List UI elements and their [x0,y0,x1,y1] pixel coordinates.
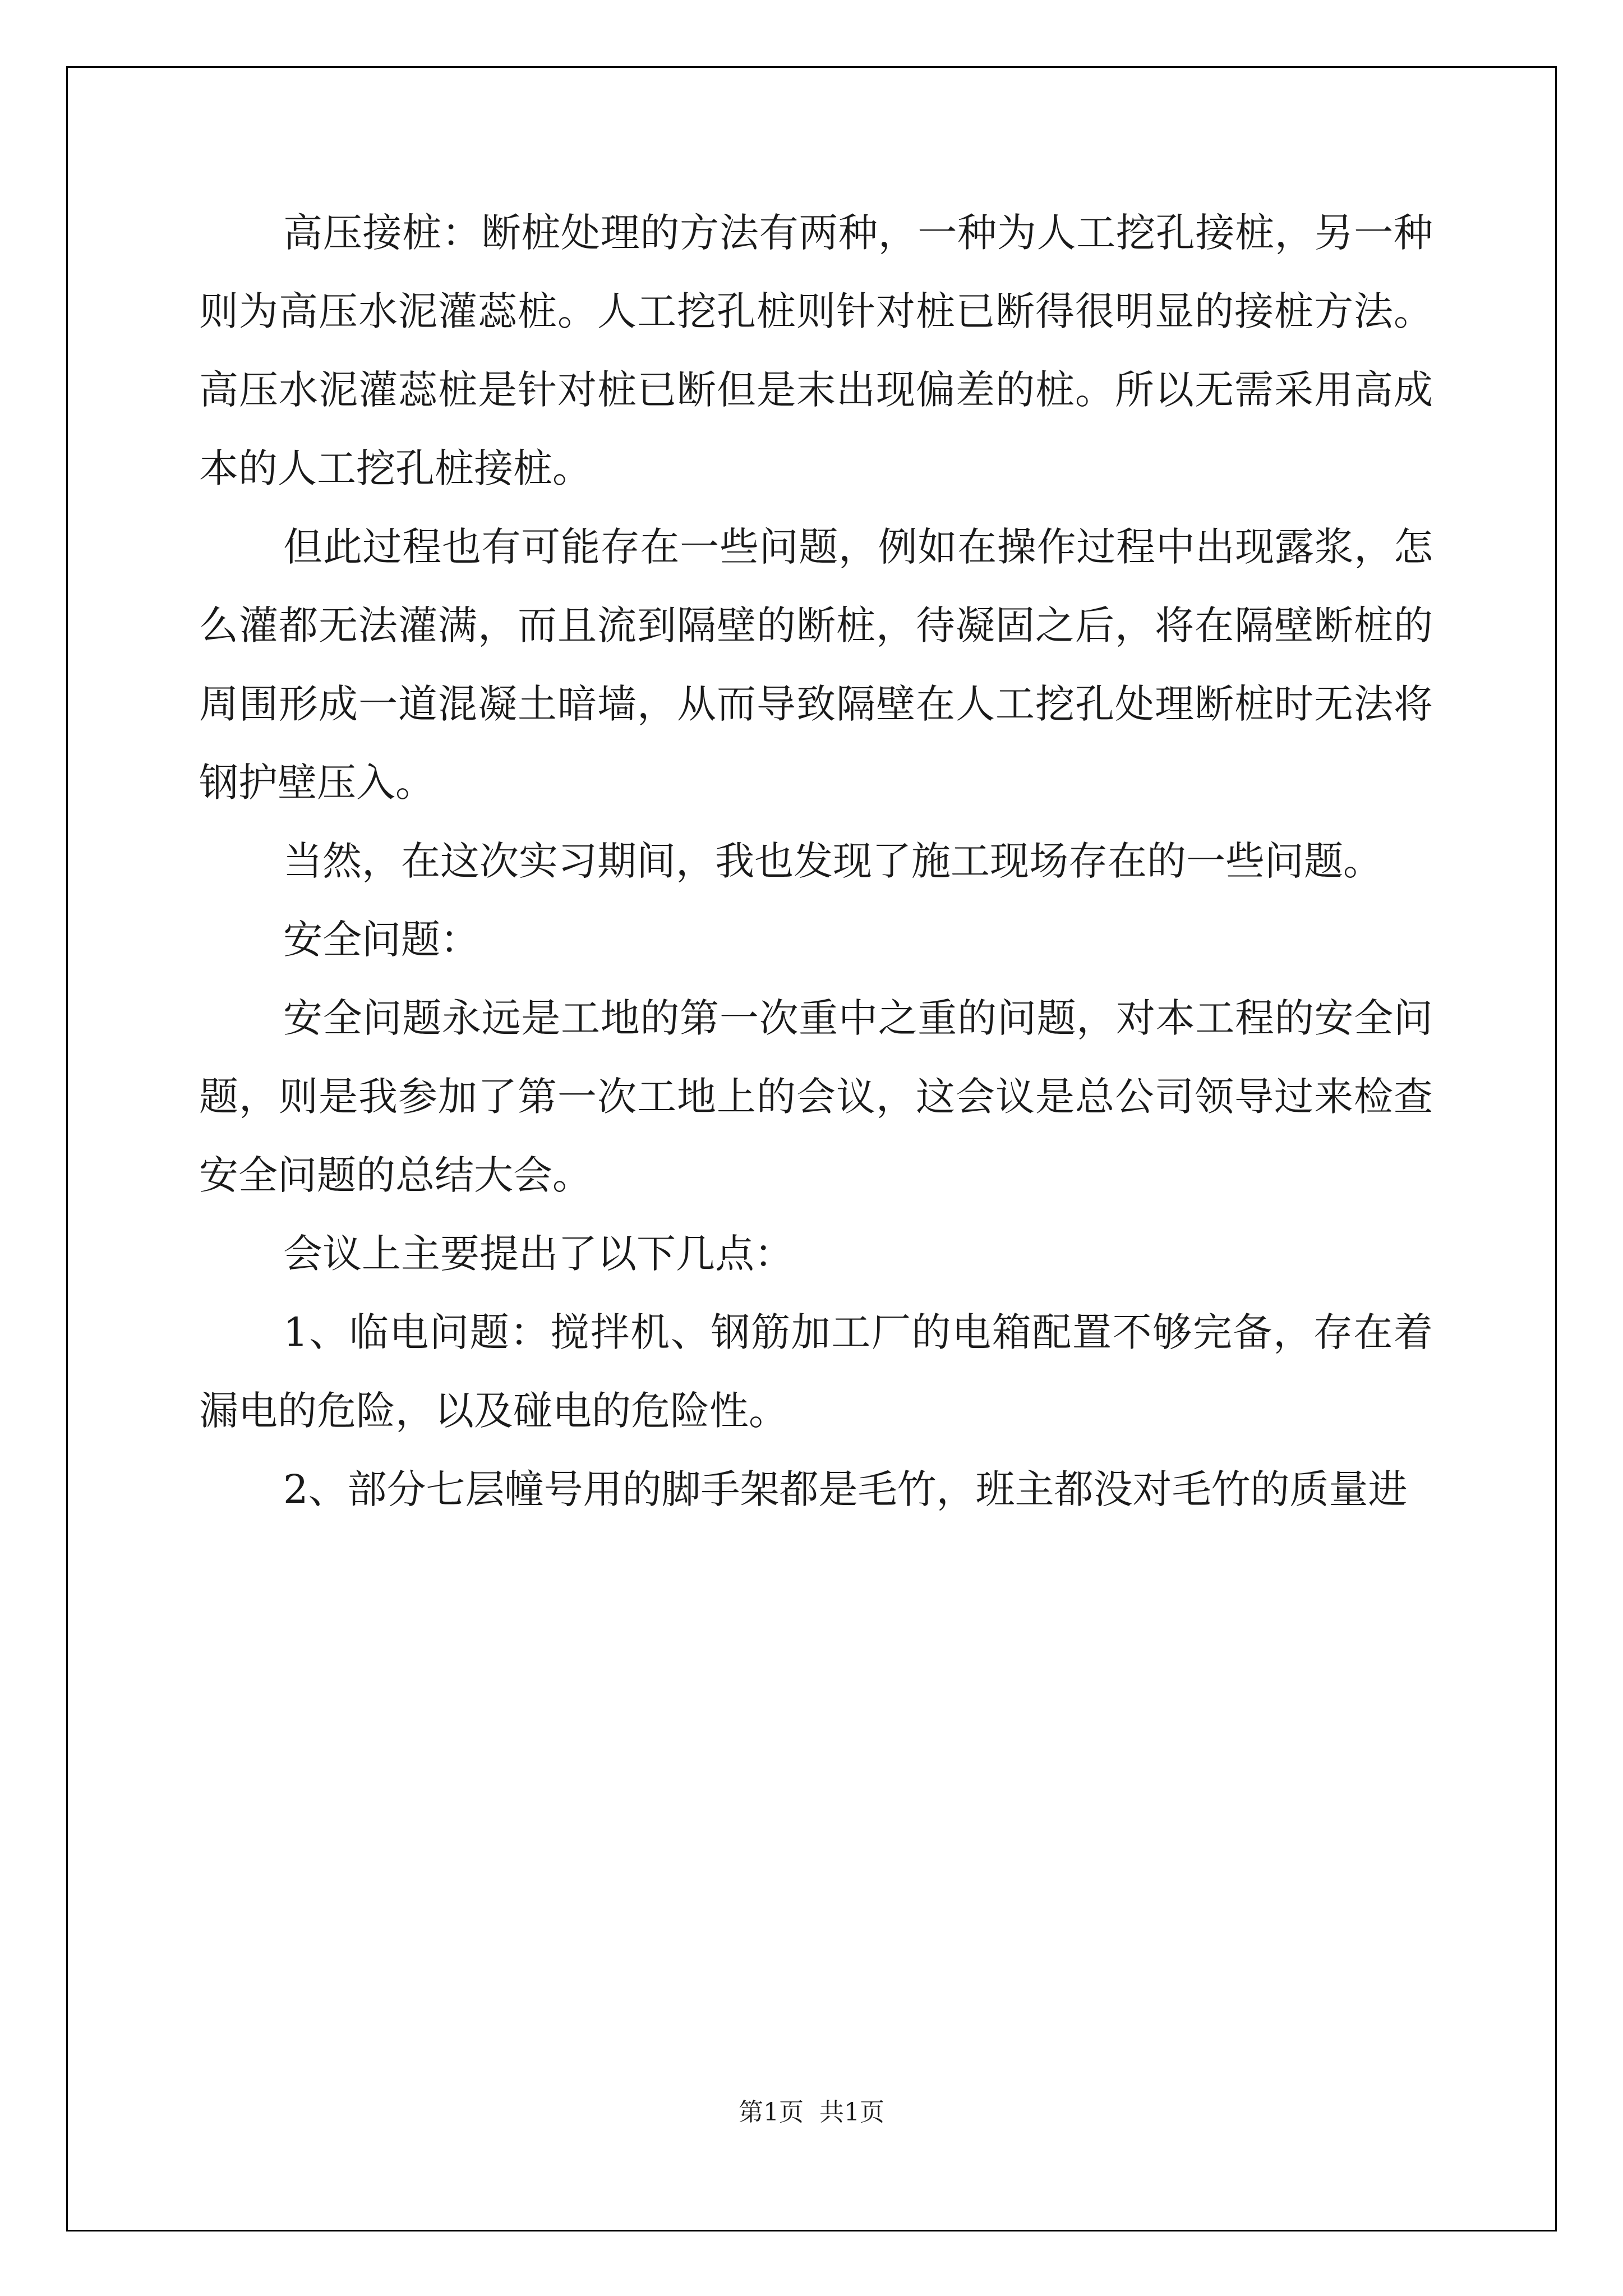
paragraph-site-problems: 当然，在这次实习期间，我也发现了施工现场存在的一些问题。 [283,838,1382,884]
paragraph-safety-meeting: 安全问题永远是工地的第一次重中之重的问题，对本工程的安全问题，则是我参加了第一次工地上的会议，这会议是总公司领导过来检查安全问题的总结大会。 [199,995,1433,1198]
list-item-electrical: 1、临电问题：搅拌机、钢筋加工厂的电箱配置不够完备，存在着漏电的危险，以及碰电的危险性。 [199,1309,1433,1434]
heading-safety-issues: 安全问题： [283,917,479,963]
paragraph-process-problems: 但此过程也有可能存在一些问题，例如在操作过程中出现露浆，怎么灌都无法灌满，而且流到隔壁的断桩，待凝固之后，将在隔壁断桩的周围形成一道混凝土暗墙，从而导致隔壁在人工挖孔处理断桩时无法将钢护壁压入。 [199,524,1433,806]
page-number: 第1页 共1页 [739,2098,884,2127]
list-item-scaffolding: 2、部分七层幢号用的脚手架都是毛竹，班主都没对毛竹的质量进 [283,1466,1408,1512]
paragraph-meeting-points: 会议上主要提出了以下几点： [283,1231,794,1277]
document-body [199,194,1433,1529]
paragraph-pile-repair: 高压接桩：断桩处理的方法有两种，一种为人工挖孔接桩，另一种则为高压水泥灌蕊桩。人工挖孔桩则针对桩已断得很明显的接桩方法。高压水泥灌蕊桩是针对桩已断但是末出现偏差的桩。所以无需采用高成本的人工挖孔桩接桩。 [199,210,1433,491]
